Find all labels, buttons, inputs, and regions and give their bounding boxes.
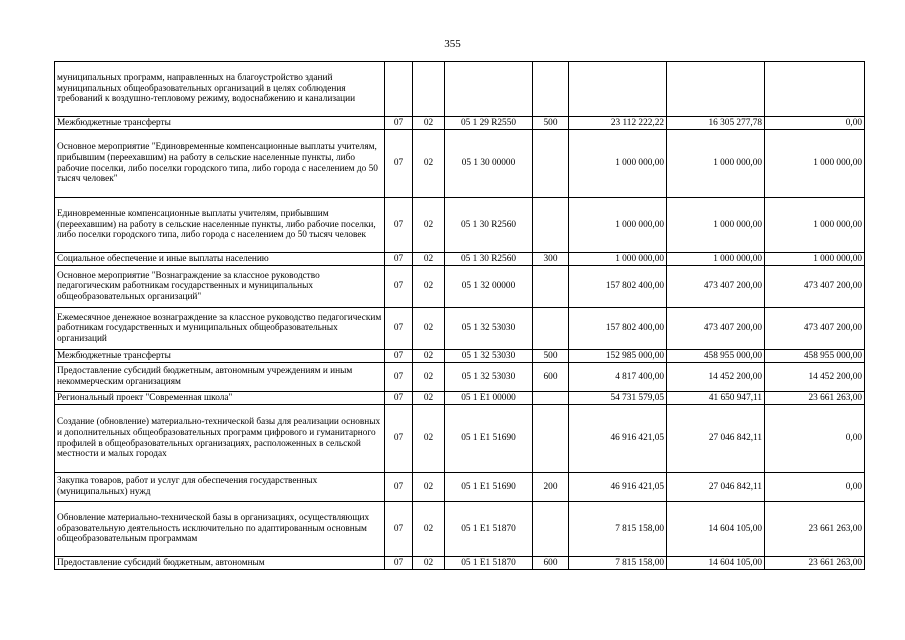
row-name: Закупка товаров, работ и услуг для обеспечения государственных (муниципальных) нужд — [55, 473, 385, 502]
row-name: Основное мероприятие "Единовременные компенсационные выплаты учителям, прибывшим (переехавшим) на работу в сельские населенные пункты, либо рабочие поселки, либо поселки городского типа, либо города с населением до 50 тысяч человек" — [55, 130, 385, 198]
table-row: Социальное обеспечение и иные выплаты населению 07 02 05 1 30 R2560 300 1 000 000,00 1 000 000,00 1 000 000,00 — [55, 253, 865, 266]
table-row: Закупка товаров, работ и услуг для обеспечения государственных (муниципальных) нужд 07 02 05 1 E1 51690 200 46 916 421,05 27 046 842,11 0,00 — [55, 473, 865, 502]
table-row: Региональный проект "Современная школа" 07 02 05 1 E1 00000 54 731 579,05 41 650 947,11 23 661 263,00 — [55, 392, 865, 405]
row-name: Ежемесячное денежное вознаграждение за классное руководство педагогическим работникам государственных и муниципальных общеобразовательных организаций — [55, 308, 385, 350]
row-name: Единовременные компенсационные выплаты учителям, прибывшим (переехавшим) на работу в сельские населенные пункты, либо рабочие поселки, либо поселки городского типа, либо города с населением до 50 тысяч человек — [55, 198, 385, 253]
table-row: Ежемесячное денежное вознаграждение за классное руководство педагогическим работникам государственных и муниципальных общеобразовательных организаций 07 02 05 1 32 53030 157 802 400,00 473 407 200,00 473 407 200,00 — [55, 308, 865, 350]
row-name: Межбюджетные трансферты — [55, 350, 385, 363]
table-row: Предоставление субсидий бюджетным, автономным учреждениям и иным некоммерческим организациям 07 02 05 1 32 53030 600 4 817 400,00 14 452 200,00 14 452 200,00 — [55, 363, 865, 392]
row-name: Социальное обеспечение и иные выплаты населению — [55, 253, 385, 266]
row-name: Предоставление субсидий бюджетным, автономным — [55, 557, 385, 570]
table-row: Создание (обновление) материально-технической базы для реализации основных и дополнительных общеобразовательных программ цифрового и гуманитарного профилей в общеобразовательных организациях, расположенных в сельской местности и малых городах 07 02 05 1 E1 51690 46 916 421,05 27 046 842,11 0,00 — [55, 405, 865, 473]
row-name: Обновление материально-технической базы в организациях, осуществляющих образовательную деятельность исключительно по адаптированным основным общеобразовательным программам — [55, 502, 385, 557]
row-name: Межбюджетные трансферты — [55, 117, 385, 130]
table-row: Единовременные компенсационные выплаты учителям, прибывшим (переехавшим) на работу в сельские населенные пункты, либо рабочие поселки, либо поселки городского типа, либо города с населением до 50 тысяч человек 07 02 05 1 30 R2560 1 000 000,00 1 000 000,00 1 000 000,00 — [55, 198, 865, 253]
table-row: Основное мероприятие "Вознаграждение за классное руководство педагогическим работникам государственных и муниципальных общеобразовательных организаций" 07 02 05 1 32 00000 157 802 400,00 473 407 200,00 473 407 200,00 — [55, 266, 865, 308]
table-row — [55, 62, 865, 117]
page-number: 355 — [444, 38, 461, 50]
table-row: Предоставление субсидий бюджетным, автономным 07 02 05 1 E1 51870 600 7 815 158,00 14 604 105,00 23 661 263,00 — [55, 557, 865, 570]
table-row: Обновление материально-технической базы в организациях, осуществляющих образовательную деятельность исключительно по адаптированным основным общеобразовательным программам 07 02 05 1 E1 51870 7 815 158,00 14 604 105,00 23 661 263,00 — [55, 502, 865, 557]
table-row: Межбюджетные трансферты 07 02 05 1 29 R2550 500 23 112 222,22 16 305 277,78 0,00 — [55, 117, 865, 130]
row-name: Создание (обновление) материально-технической базы для реализации основных и дополнительных общеобразовательных программ цифрового и гуманитарного профилей в общеобразовательных организациях, расположенных в сельской местности и малых городах — [55, 405, 385, 473]
table-row: Межбюджетные трансферты 07 02 05 1 32 53030 500 152 985 000,00 458 955 000,00 458 955 000,00 — [55, 350, 865, 363]
table-row: Основное мероприятие "Единовременные компенсационные выплаты учителям, прибывшим (переехавшим) на работу в сельские населенные пункты, либо рабочие поселки, либо поселки городского типа, либо города с населением до 50 тысяч человек" 07 02 05 1 30 00000 1 000 000,00 1 000 000,00 1 000 000,00 — [55, 130, 865, 198]
row-name: Основное мероприятие "Вознаграждение за классное руководство педагогическим работникам государственных и муниципальных общеобразовательных организаций" — [55, 266, 385, 308]
row-name: Региональный проект "Современная школа" — [55, 392, 385, 405]
row-name: муниципальных программ, направленных на благоустройство зданий муниципальных общеобразовательных организаций в целях соблюдения требований к воздушно-тепловому режиму, водоснабжению и канализации — [55, 62, 385, 117]
budget-table — [54, 61, 865, 570]
row-name: Предоставление субсидий бюджетным, автономным учреждениям и иным некоммерческим организациям — [55, 363, 385, 392]
